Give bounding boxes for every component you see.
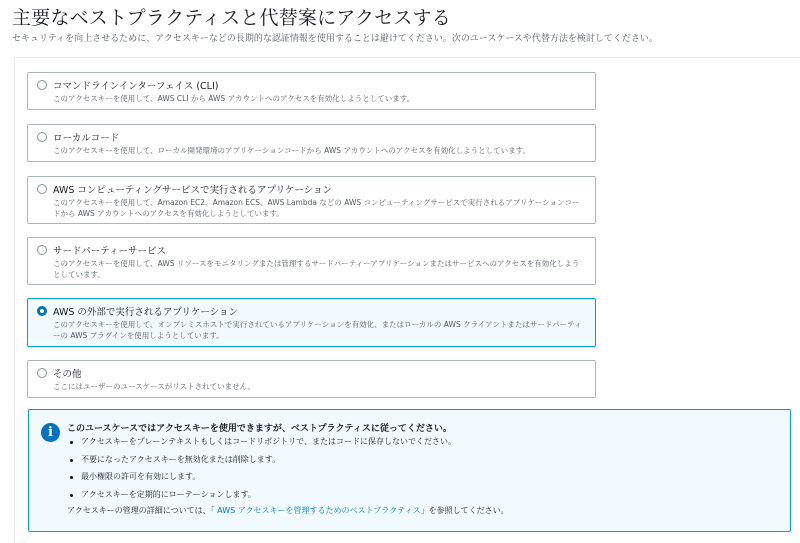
radio-button[interactable] xyxy=(37,184,47,194)
footer-suffix: 」を参照してください。 xyxy=(420,506,509,515)
option-label: AWS の外部で実行されるアプリケーション xyxy=(53,307,238,318)
option-outside-aws[interactable] xyxy=(27,298,596,347)
info-title: このユースケースではアクセスキーを使用できますが、ベストプラクティスに従ってください。 xyxy=(67,424,452,434)
list-item: アクセスキーをプレーンテキストもしくはコードリポジトリで、またはコードに保存しないでください。 xyxy=(67,436,456,454)
radio-button-checked[interactable] xyxy=(37,306,47,316)
option-label: その他 xyxy=(53,369,82,380)
option-description: このアクセスキーを使用して、Amazon EC2、Amazon ECS、AWS Lambda などの AWS コンピューティングサービスで実行されるアプリケーションコードから AWS アカウントへのアクセスを有効化しようとしています。 xyxy=(53,198,580,218)
option-local-code[interactable] xyxy=(27,124,596,162)
radio-button[interactable] xyxy=(37,245,47,255)
option-description: ここにはユーザーのユースケースがリストされていません。 xyxy=(53,382,256,391)
list-item: アクセスキーを定期的にローテーションします。 xyxy=(67,489,456,507)
option-other[interactable] xyxy=(27,360,596,398)
best-practice-list xyxy=(67,436,456,506)
option-label: ローカルコード xyxy=(53,133,120,144)
list-item: 不要になったアクセスキーを無効化または削除します。 xyxy=(67,454,456,472)
footer-prefix: アクセスキーの管理の詳細については、「 xyxy=(67,506,215,515)
info-footer xyxy=(67,505,509,516)
option-label: AWS コンピューティングサービスで実行されるアプリケーション xyxy=(53,185,333,196)
radio-button[interactable] xyxy=(37,368,47,378)
option-description: このアクセスキーを使用して、AWS CLI から AWS アカウントへのアクセスを有効化しようとしています。 xyxy=(53,94,415,103)
info-alert xyxy=(28,409,791,532)
option-aws-compute[interactable] xyxy=(27,176,596,224)
option-third-party[interactable] xyxy=(27,237,596,285)
option-description: このアクセスキーを使用して、ローカル開発環境のアプリケーションコードから AWS アカウントへのアクセスを有効化しようとしています。 xyxy=(53,146,530,155)
page-description: セキュリティを向上させるために、アクセスキーなどの長期的な認証情報を使用することは避けてください。次のユースケースや代替方法を検討してください。 xyxy=(12,34,658,44)
option-description: このアクセスキーを使用して、オンプレミスホストで実行されているアプリケーションを有効化、またはローカルの AWS クライアントまたはサードパーティーの AWS プラグインを使用しようとしています。 xyxy=(53,320,582,340)
list-item: 最小権限の許可を有効にします。 xyxy=(67,471,456,489)
best-practices-link[interactable]: AWS アクセスキーを管理するためのベストプラクティス xyxy=(214,506,421,515)
radio-button[interactable] xyxy=(37,132,47,142)
option-description: このアクセスキーを使用して、AWS リソースをモニタリングまたは管理するサードパーティーアプリケーションまたはサービスへのアクセスを有効化しようとしています。 xyxy=(53,259,580,279)
radio-button[interactable] xyxy=(37,80,47,90)
option-label: サードパーティーサービス xyxy=(53,246,167,257)
option-label: コマンドラインインターフェイス (CLI) xyxy=(53,81,219,92)
page-title: 主要なベストプラクティスと代替案にアクセスする xyxy=(12,7,451,29)
option-cli[interactable] xyxy=(27,72,596,110)
info-icon: i xyxy=(41,423,60,442)
